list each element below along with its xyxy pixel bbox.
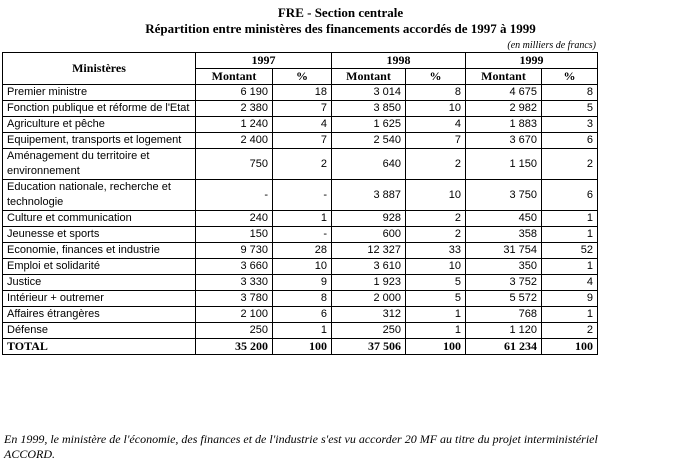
ministry-name: Agriculture et pêche xyxy=(3,117,196,133)
header-montant: Montant xyxy=(466,69,542,85)
table-row xyxy=(3,307,598,323)
financing-table xyxy=(2,52,598,355)
total-montant-1998: 37 506 xyxy=(332,339,406,355)
total-pct-1997: 100 xyxy=(273,339,332,355)
cell-montant-1998: 12 327 xyxy=(332,243,406,259)
cell-montant-1998: 3 887 xyxy=(332,180,406,211)
cell-pct-1997: 18 xyxy=(273,85,332,101)
header-montant: Montant xyxy=(332,69,406,85)
cell-montant-1998: 1 923 xyxy=(332,275,406,291)
cell-montant-1998: 3 014 xyxy=(332,85,406,101)
cell-pct-1997: 2 xyxy=(273,149,332,180)
cell-montant-1997: - xyxy=(196,180,273,211)
ministry-name: Education nationale, recherche et technologie xyxy=(3,180,196,211)
table-row xyxy=(3,275,598,291)
cell-montant-1999: 768 xyxy=(466,307,542,323)
cell-pct-1999: 3 xyxy=(542,117,598,133)
cell-pct-1999: 1 xyxy=(542,259,598,275)
cell-pct-1998: 10 xyxy=(406,180,466,211)
table-row xyxy=(3,117,598,133)
header-row-years xyxy=(3,53,598,69)
cell-pct-1999: 2 xyxy=(542,149,598,180)
ministry-name: Equipement, transports et logement xyxy=(3,133,196,149)
ministry-name: Aménagement du territoire et environnement xyxy=(3,149,196,180)
cell-pct-1999: 1 xyxy=(542,211,598,227)
cell-montant-1997: 240 xyxy=(196,211,273,227)
cell-pct-1999: 1 xyxy=(542,227,598,243)
cell-pct-1997: 1 xyxy=(273,323,332,339)
header-year-1998: 1998 xyxy=(332,53,466,69)
cell-pct-1998: 10 xyxy=(406,101,466,117)
cell-pct-1999: 9 xyxy=(542,291,598,307)
header-montant: Montant xyxy=(196,69,273,85)
ministry-name: Intérieur + outremer xyxy=(3,291,196,307)
document-subtitle: Répartition entre ministères des financements accordés de 1997 à 1999 xyxy=(145,21,536,36)
cell-montant-1997: 750 xyxy=(196,149,273,180)
footnote: En 1999, le ministère de l'économie, des finances et de l'industrie s'est vu accorder 20 MF au titre du projet interministériel ACCORD. xyxy=(4,432,598,461)
cell-montant-1998: 3 850 xyxy=(332,101,406,117)
cell-pct-1998: 2 xyxy=(406,211,466,227)
cell-montant-1999: 5 572 xyxy=(466,291,542,307)
ministry-name: Premier ministre xyxy=(3,85,196,101)
cell-pct-1998: 8 xyxy=(406,85,466,101)
cell-montant-1999: 1 150 xyxy=(466,149,542,180)
cell-montant-1997: 3 660 xyxy=(196,259,273,275)
cell-montant-1997: 2 380 xyxy=(196,101,273,117)
cell-montant-1997: 1 240 xyxy=(196,117,273,133)
table-row xyxy=(3,211,598,227)
cell-pct-1998: 1 xyxy=(406,323,466,339)
total-montant-1997: 35 200 xyxy=(196,339,273,355)
table-row xyxy=(3,227,598,243)
cell-montant-1998: 3 610 xyxy=(332,259,406,275)
header-pct: % xyxy=(273,69,332,85)
cell-montant-1999: 450 xyxy=(466,211,542,227)
ministry-name: Culture et communication xyxy=(3,211,196,227)
table-row xyxy=(3,85,598,101)
table-row xyxy=(3,259,598,275)
cell-montant-1999: 1 883 xyxy=(466,117,542,133)
cell-pct-1997: 7 xyxy=(273,101,332,117)
total-row xyxy=(3,339,598,355)
cell-pct-1997: 10 xyxy=(273,259,332,275)
cell-pct-1999: 5 xyxy=(542,101,598,117)
cell-montant-1999: 4 675 xyxy=(466,85,542,101)
total-pct-1998: 100 xyxy=(406,339,466,355)
cell-montant-1998: 640 xyxy=(332,149,406,180)
cell-pct-1998: 10 xyxy=(406,259,466,275)
cell-montant-1998: 600 xyxy=(332,227,406,243)
header-year-1999: 1999 xyxy=(466,53,598,69)
total-label: TOTAL xyxy=(3,339,196,355)
cell-montant-1999: 350 xyxy=(466,259,542,275)
cell-pct-1998: 5 xyxy=(406,275,466,291)
cell-pct-1997: 1 xyxy=(273,211,332,227)
cell-montant-1998: 2 000 xyxy=(332,291,406,307)
cell-pct-1999: 2 xyxy=(542,323,598,339)
ministry-name: Emploi et solidarité xyxy=(3,259,196,275)
header-year-1997: 1997 xyxy=(196,53,332,69)
cell-montant-1999: 3 670 xyxy=(466,133,542,149)
cell-pct-1998: 5 xyxy=(406,291,466,307)
table-row xyxy=(3,291,598,307)
cell-pct-1998: 7 xyxy=(406,133,466,149)
cell-montant-1998: 928 xyxy=(332,211,406,227)
cell-pct-1997: 4 xyxy=(273,117,332,133)
cell-pct-1997: 9 xyxy=(273,275,332,291)
table-row xyxy=(3,133,598,149)
unit-note: (en milliers de francs) xyxy=(507,40,596,51)
cell-pct-1998: 4 xyxy=(406,117,466,133)
header-pct: % xyxy=(542,69,598,85)
cell-pct-1997: 8 xyxy=(273,291,332,307)
cell-montant-1998: 250 xyxy=(332,323,406,339)
cell-montant-1998: 1 625 xyxy=(332,117,406,133)
cell-pct-1998: 2 xyxy=(406,227,466,243)
table-row xyxy=(3,243,598,259)
table-body xyxy=(3,85,598,339)
ministry-name: Fonction publique et réforme de l'Etat xyxy=(3,101,196,117)
cell-montant-1997: 3 330 xyxy=(196,275,273,291)
cell-montant-1997: 250 xyxy=(196,323,273,339)
table-row xyxy=(3,149,598,180)
table-row xyxy=(3,323,598,339)
cell-pct-1999: 1 xyxy=(542,307,598,323)
cell-pct-1999: 4 xyxy=(542,275,598,291)
cell-pct-1997: - xyxy=(273,227,332,243)
cell-montant-1997: 2 400 xyxy=(196,133,273,149)
total-montant-1999: 61 234 xyxy=(466,339,542,355)
cell-montant-1998: 312 xyxy=(332,307,406,323)
cell-montant-1997: 2 100 xyxy=(196,307,273,323)
header-ministeres: Ministères xyxy=(3,53,196,85)
cell-montant-1999: 358 xyxy=(466,227,542,243)
cell-pct-1999: 8 xyxy=(542,85,598,101)
ministry-name: Jeunesse et sports xyxy=(3,227,196,243)
cell-montant-1999: 2 982 xyxy=(466,101,542,117)
ministry-name: Economie, finances et industrie xyxy=(3,243,196,259)
cell-pct-1997: - xyxy=(273,180,332,211)
cell-pct-1999: 52 xyxy=(542,243,598,259)
cell-montant-1999: 3 752 xyxy=(466,275,542,291)
ministry-name: Défense xyxy=(3,323,196,339)
cell-pct-1997: 6 xyxy=(273,307,332,323)
cell-pct-1997: 28 xyxy=(273,243,332,259)
cell-pct-1998: 2 xyxy=(406,149,466,180)
cell-montant-1997: 6 190 xyxy=(196,85,273,101)
cell-pct-1998: 33 xyxy=(406,243,466,259)
cell-montant-1997: 150 xyxy=(196,227,273,243)
cell-montant-1998: 2 540 xyxy=(332,133,406,149)
cell-pct-1998: 1 xyxy=(406,307,466,323)
ministry-name: Justice xyxy=(3,275,196,291)
table-row xyxy=(3,180,598,211)
cell-montant-1999: 3 750 xyxy=(466,180,542,211)
table-row xyxy=(3,101,598,117)
cell-montant-1997: 9 730 xyxy=(196,243,273,259)
cell-pct-1999: 6 xyxy=(542,133,598,149)
document-title: FRE - Section centrale xyxy=(277,5,404,20)
header-pct: % xyxy=(406,69,466,85)
cell-montant-1999: 31 754 xyxy=(466,243,542,259)
ministry-name: Affaires étrangères xyxy=(3,307,196,323)
cell-pct-1999: 6 xyxy=(542,180,598,211)
cell-montant-1999: 1 120 xyxy=(466,323,542,339)
cell-pct-1997: 7 xyxy=(273,133,332,149)
total-pct-1999: 100 xyxy=(542,339,598,355)
cell-montant-1997: 3 780 xyxy=(196,291,273,307)
